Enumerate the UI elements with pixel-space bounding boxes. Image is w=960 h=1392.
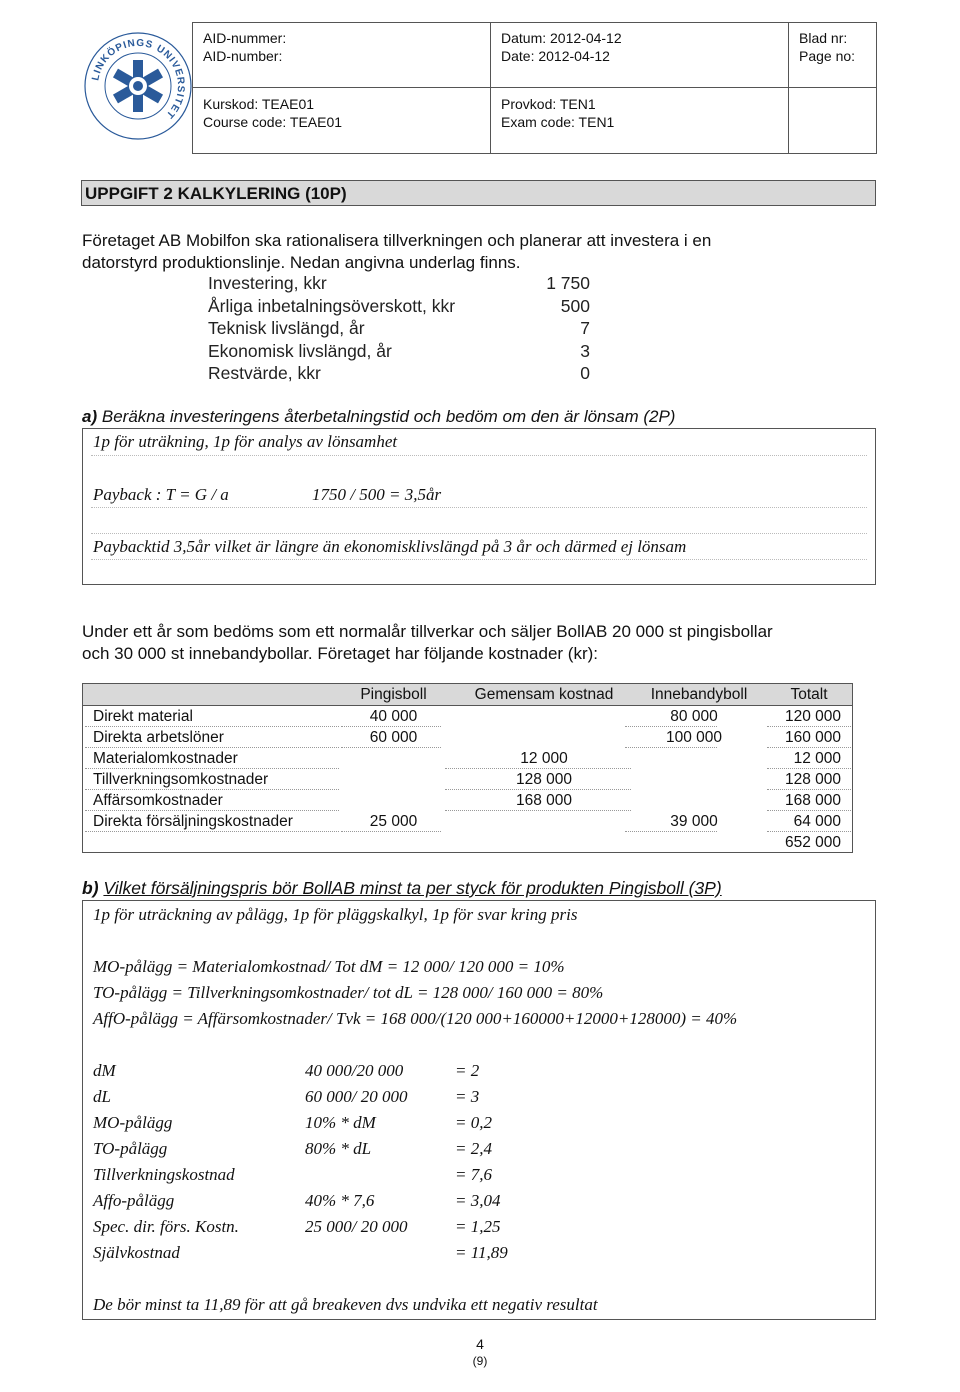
calc-result: = 3 [455, 1087, 480, 1106]
calc-result: = 0,2 [455, 1113, 492, 1132]
university-seal-logo [82, 30, 194, 142]
formula-line: AffO-pålägg = Affärsomkostnader/ Tvk = 168 000/(120 000+160000+12000+128000) = 40% [93, 1009, 738, 1028]
fact-value: 500 [560, 296, 590, 316]
exam-code-en: Exam code: TEN1 [501, 114, 615, 130]
svg-text:LINKÖPINGS UNIVERSITET: LINKÖPINGS UNIVERSITET [90, 37, 187, 121]
question-a-text: Beräkna investeringens återbetalningstid och bedöm om den är lönsam (2P) [101, 407, 676, 426]
date-sv: Datum: 2012-04-12 [501, 30, 622, 46]
calc-result: = 3,04 [455, 1191, 501, 1210]
conclusion-b: De bör minst ta 11,89 för att gå breakeven dvs undvika ett negativ resultat [93, 1295, 598, 1314]
fact-value: 0 [580, 363, 590, 383]
cost-cell-total: 120 000 [784, 708, 841, 725]
fact-label: Årliga inbetalningsöverskott, kkr [208, 296, 456, 316]
date-en: Date: 2012-04-12 [501, 48, 610, 64]
calc-result: = 1,25 [455, 1217, 501, 1236]
col-header: Pingisboll [360, 686, 427, 703]
formula-line: TO-pålägg = Tillverkningsomkostnader/ tot dL = 128 000/ 160 000 = 80% [93, 983, 604, 1002]
question-b [82, 878, 722, 899]
course-code-en: Course code: TEAE01 [203, 114, 343, 130]
part2-line-1: Under ett år som bedöms som ett normalår tillverkar och säljer BollAB 20 000 st pingisbollar [82, 622, 773, 641]
calc-result: = 11,89 [455, 1243, 508, 1262]
col-header: Totalt [790, 686, 828, 703]
calc-result: = 7,6 [455, 1165, 492, 1184]
page-label-sv: Blad nr: [799, 30, 848, 46]
cost-cell: 40 000 [369, 708, 418, 725]
payback-conclusion: Paybacktid 3,5år vilket är längre än ekonomisklivslängd på 3 år och därmed ej lönsam [93, 537, 687, 556]
fact-label: Ekonomisk livslängd, år [208, 341, 392, 361]
calc-expr: 40% * 7,6 [305, 1191, 375, 1210]
calc-result: = 2,4 [455, 1139, 492, 1158]
fact-label: Restvärde, kkr [208, 363, 321, 383]
calc-label: Tillverkningskostnad [93, 1165, 235, 1184]
col-header: Innebandyboll [650, 686, 748, 703]
cost-cell: 168 000 [515, 792, 573, 809]
cost-row-label: Direkta försäljningskostnader [93, 813, 293, 830]
calc-label: dL [93, 1087, 111, 1106]
cost-grand-total: 652 000 [784, 834, 841, 851]
fact-value: 1 750 [546, 273, 590, 293]
fact-value: 3 [580, 341, 590, 361]
calc-label: Affo-pålägg [93, 1191, 175, 1210]
fact-label: Investering, kkr [208, 273, 327, 293]
cost-cell: 60 000 [369, 729, 418, 746]
aid-label-en: AID-number: [203, 48, 283, 64]
cost-row-label: Materialomkostnader [93, 750, 238, 767]
cost-cell-total: 168 000 [784, 792, 841, 809]
question-b-text: Vilket försäljningspris bör BollAB minst ta per styck för produkten Pingisboll (3P) [103, 878, 722, 898]
course-code-sv: Kurskod: TEAE01 [203, 96, 315, 112]
cost-cell: 12 000 [520, 750, 568, 767]
calc-label: dM [93, 1061, 116, 1080]
calc-expr: 80% * dL [305, 1139, 372, 1158]
page-number: 4 [476, 1336, 484, 1352]
cost-cell: 39 000 [670, 813, 718, 830]
calc-label: MO-pålägg [93, 1113, 173, 1132]
payback-calc: 1750 / 500 = 3,5år [312, 485, 442, 504]
cost-cell: 25 000 [369, 813, 418, 830]
page-total: (9) [472, 1354, 488, 1368]
fact-label: Teknisk livslängd, år [208, 318, 365, 338]
cost-cell: 100 000 [665, 729, 723, 746]
exam-header-table [192, 22, 877, 154]
exam-code-sv: Provkod: TEN1 [501, 96, 596, 112]
cost-row-label: Tillverkningsomkostnader [93, 771, 269, 788]
calc-expr: 40 000/20 000 [305, 1061, 404, 1080]
intro-line-2: datorstyrd produktionslinje. Nedan angivna underlag finns. [82, 253, 521, 272]
question-b-prefix: b) [82, 878, 99, 898]
calc-label: Spec. dir. förs. Kostn. [93, 1217, 239, 1236]
payback-formula: Payback : T = G / a [93, 485, 229, 504]
cost-cell-total: 64 000 [793, 813, 841, 830]
cost-row-label: Affärsomkostnader [93, 792, 223, 809]
aid-label-sv: AID-nummer: [203, 30, 287, 46]
grading-a: 1p för uträkning, 1p för analys av lönsamhet [93, 432, 398, 451]
question-a [82, 407, 675, 427]
fact-value: 7 [580, 318, 590, 338]
cost-row-label: Direkta arbetslöner [93, 729, 224, 746]
calc-expr: 25 000/ 20 000 [305, 1217, 408, 1236]
calc-expr: 60 000/ 20 000 [305, 1087, 408, 1106]
grading-b: 1p för uträckning av pålägg, 1p för pläggskalkyl, 1p för svar kring pris [93, 905, 578, 924]
calc-label: TO-pålägg [93, 1139, 168, 1158]
cost-cell-total: 128 000 [784, 771, 841, 788]
cost-row-label: Direkt material [93, 708, 193, 725]
calc-label: Självkostnad [93, 1243, 180, 1262]
question-a-prefix: a) [82, 407, 98, 426]
intro-line-1: Företaget AB Mobilfon ska rationalisera tillverkningen och planerar att investera i en [82, 231, 712, 250]
cost-cell-total: 160 000 [784, 729, 841, 746]
calc-result: = 2 [455, 1061, 480, 1080]
cost-table [82, 683, 853, 853]
page-label-en: Page no: [799, 48, 856, 64]
col-header: Gemensam kostnad [474, 686, 614, 703]
part2-line-2: och 30 000 st innebandybollar. Företaget har följande kostnader (kr): [82, 644, 598, 663]
cost-cell-total: 12 000 [793, 750, 841, 767]
task-title: UPPGIFT 2 KALKYLERING (10P) [81, 180, 876, 206]
formula-line: MO-pålägg = Materialomkostnad/ Tot dM = 12 000/ 120 000 = 10% [93, 957, 565, 976]
cost-cell: 128 000 [515, 771, 573, 788]
calc-expr: 10% * dM [305, 1113, 376, 1132]
cost-cell: 80 000 [670, 708, 718, 725]
